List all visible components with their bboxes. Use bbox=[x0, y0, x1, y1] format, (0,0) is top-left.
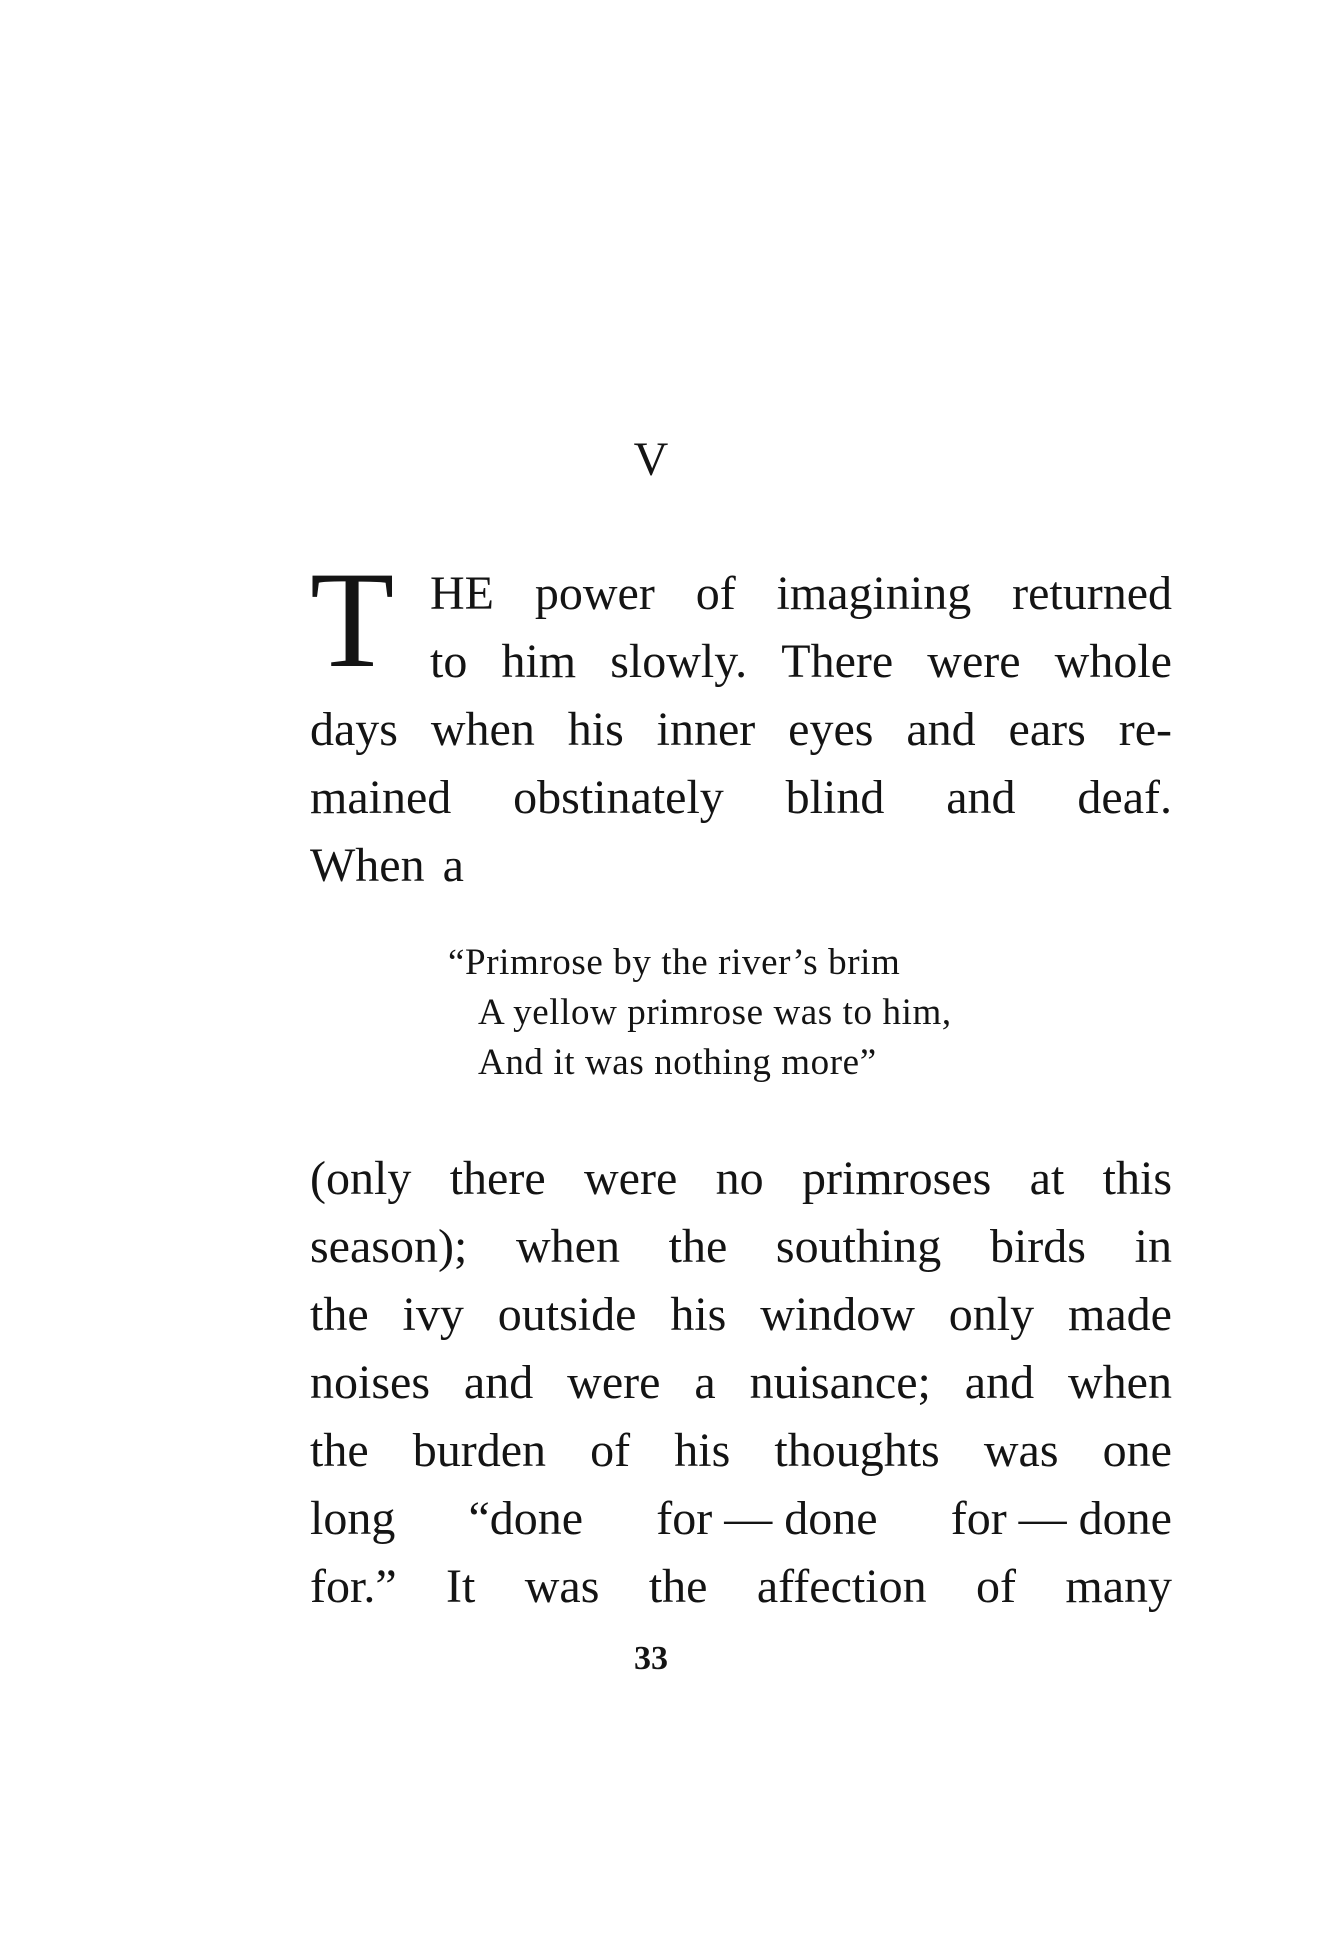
text-line: the ivy outside his window only made bbox=[310, 1288, 1172, 1341]
verse-line: And it was nothing more” bbox=[478, 1042, 877, 1083]
opening-lines bbox=[430, 560, 1172, 696]
text-line: When a bbox=[310, 839, 464, 892]
text-line: noises and were a nuisance; and when bbox=[310, 1356, 1172, 1409]
text-line: (only there were no primroses at this bbox=[310, 1152, 1172, 1205]
paragraph-1 bbox=[310, 696, 1172, 900]
verse-quotation bbox=[448, 938, 952, 1088]
text-line: days when his inner eyes and ears re- bbox=[310, 703, 1172, 756]
verse-line: A yellow primrose was to him, bbox=[478, 992, 952, 1033]
text-line: HE power of imagining returned bbox=[430, 567, 1172, 620]
chapter-number: V bbox=[633, 433, 669, 486]
text-line: for.” It was the affection of many bbox=[310, 1560, 1172, 1613]
text-line: long “done for — done for — done bbox=[310, 1492, 1172, 1545]
verse-line: “Primrose by the river’s brim bbox=[448, 942, 901, 983]
text-line: mained obstinately blind and deaf. bbox=[310, 771, 1172, 824]
drop-cap: T bbox=[310, 543, 395, 696]
paragraph-2 bbox=[310, 1145, 1172, 1621]
text-line: the burden of his thoughts was one bbox=[310, 1424, 1172, 1477]
page-number: 33 bbox=[634, 1640, 668, 1677]
text-line: to him slowly. There were whole bbox=[430, 635, 1172, 688]
text-line: season); when the southing birds in bbox=[310, 1220, 1172, 1273]
